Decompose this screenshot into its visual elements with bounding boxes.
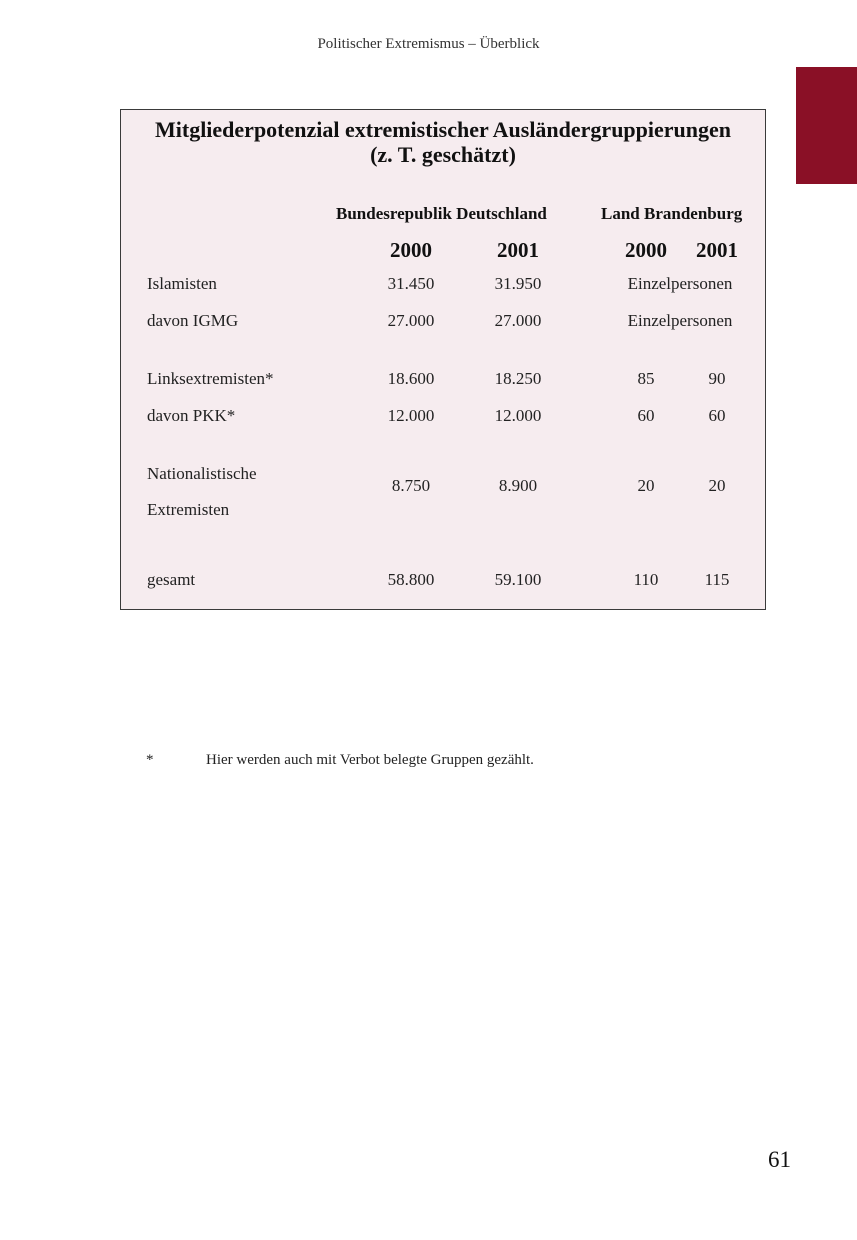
chapter-tab (796, 67, 857, 184)
cell-igmg-bund-2001: 27.000 (494, 311, 542, 330)
cell-pkk-land-2001: 60 (708, 406, 726, 425)
table-title (121, 117, 765, 167)
cell-links-bund-2000: 18.600 (387, 369, 435, 388)
cell-links-bund-2001: 18.250 (494, 369, 542, 388)
cell-igmg-land: Einzelpersonen (627, 311, 733, 330)
cell-gesamt-land-2001: 115 (704, 570, 730, 589)
group-header-bund: Bundesrepublik Deutschland (336, 204, 547, 223)
cell-islamisten-land: Einzelpersonen (627, 274, 733, 293)
row-label-islamisten: Islamisten (147, 274, 217, 293)
row-label-nationalistische-line1: Nationalistische (147, 464, 257, 483)
running-header: Politischer Extremismus – Überblick (317, 36, 540, 52)
row-label-nationalistische-line2: Extremisten (147, 500, 230, 519)
cell-links-land-2000: 85 (637, 369, 655, 388)
year-header-bund-2000: 2000 (390, 238, 432, 262)
table-title-line2: (z. T. geschätzt) (370, 142, 516, 167)
year-header-bund-2001: 2001 (497, 238, 539, 262)
cell-pkk-bund-2000: 12.000 (387, 406, 435, 425)
cell-gesamt-land-2000: 110 (633, 570, 659, 589)
row-label-linksextremisten: Linksextremisten* (147, 369, 274, 388)
year-header-land-2001: 2001 (696, 238, 738, 262)
cell-national-bund-2000: 8.750 (391, 476, 431, 495)
row-label-gesamt: gesamt (147, 570, 196, 589)
footnote-mark: * (146, 752, 154, 768)
group-header-land: Land Brandenburg (601, 204, 743, 223)
cell-pkk-land-2000: 60 (637, 406, 655, 425)
cell-national-bund-2001: 8.900 (498, 476, 538, 495)
cell-national-land-2000: 20 (637, 476, 655, 495)
table-title-line1: Mitgliederpotenzial extremistischer Ausländergruppierungen (154, 117, 732, 142)
row-label-pkk: davon PKK* (147, 406, 236, 425)
footnote-text: Hier werden auch mit Verbot belegte Gruppen gezählt. (206, 752, 534, 768)
row-label-igmg: davon IGMG (147, 311, 239, 330)
cell-islamisten-bund-2000: 31.450 (387, 274, 435, 293)
page-number: 61 (768, 1147, 791, 1172)
membership-table (120, 109, 766, 610)
cell-national-land-2001: 20 (708, 476, 726, 495)
cell-pkk-bund-2001: 12.000 (494, 406, 542, 425)
cell-igmg-bund-2000: 27.000 (387, 311, 435, 330)
cell-links-land-2001: 90 (708, 369, 726, 388)
cell-gesamt-bund-2001: 59.100 (494, 570, 542, 589)
cell-islamisten-bund-2001: 31.950 (494, 274, 542, 293)
cell-gesamt-bund-2000: 58.800 (387, 570, 435, 589)
year-header-land-2000: 2000 (625, 238, 667, 262)
